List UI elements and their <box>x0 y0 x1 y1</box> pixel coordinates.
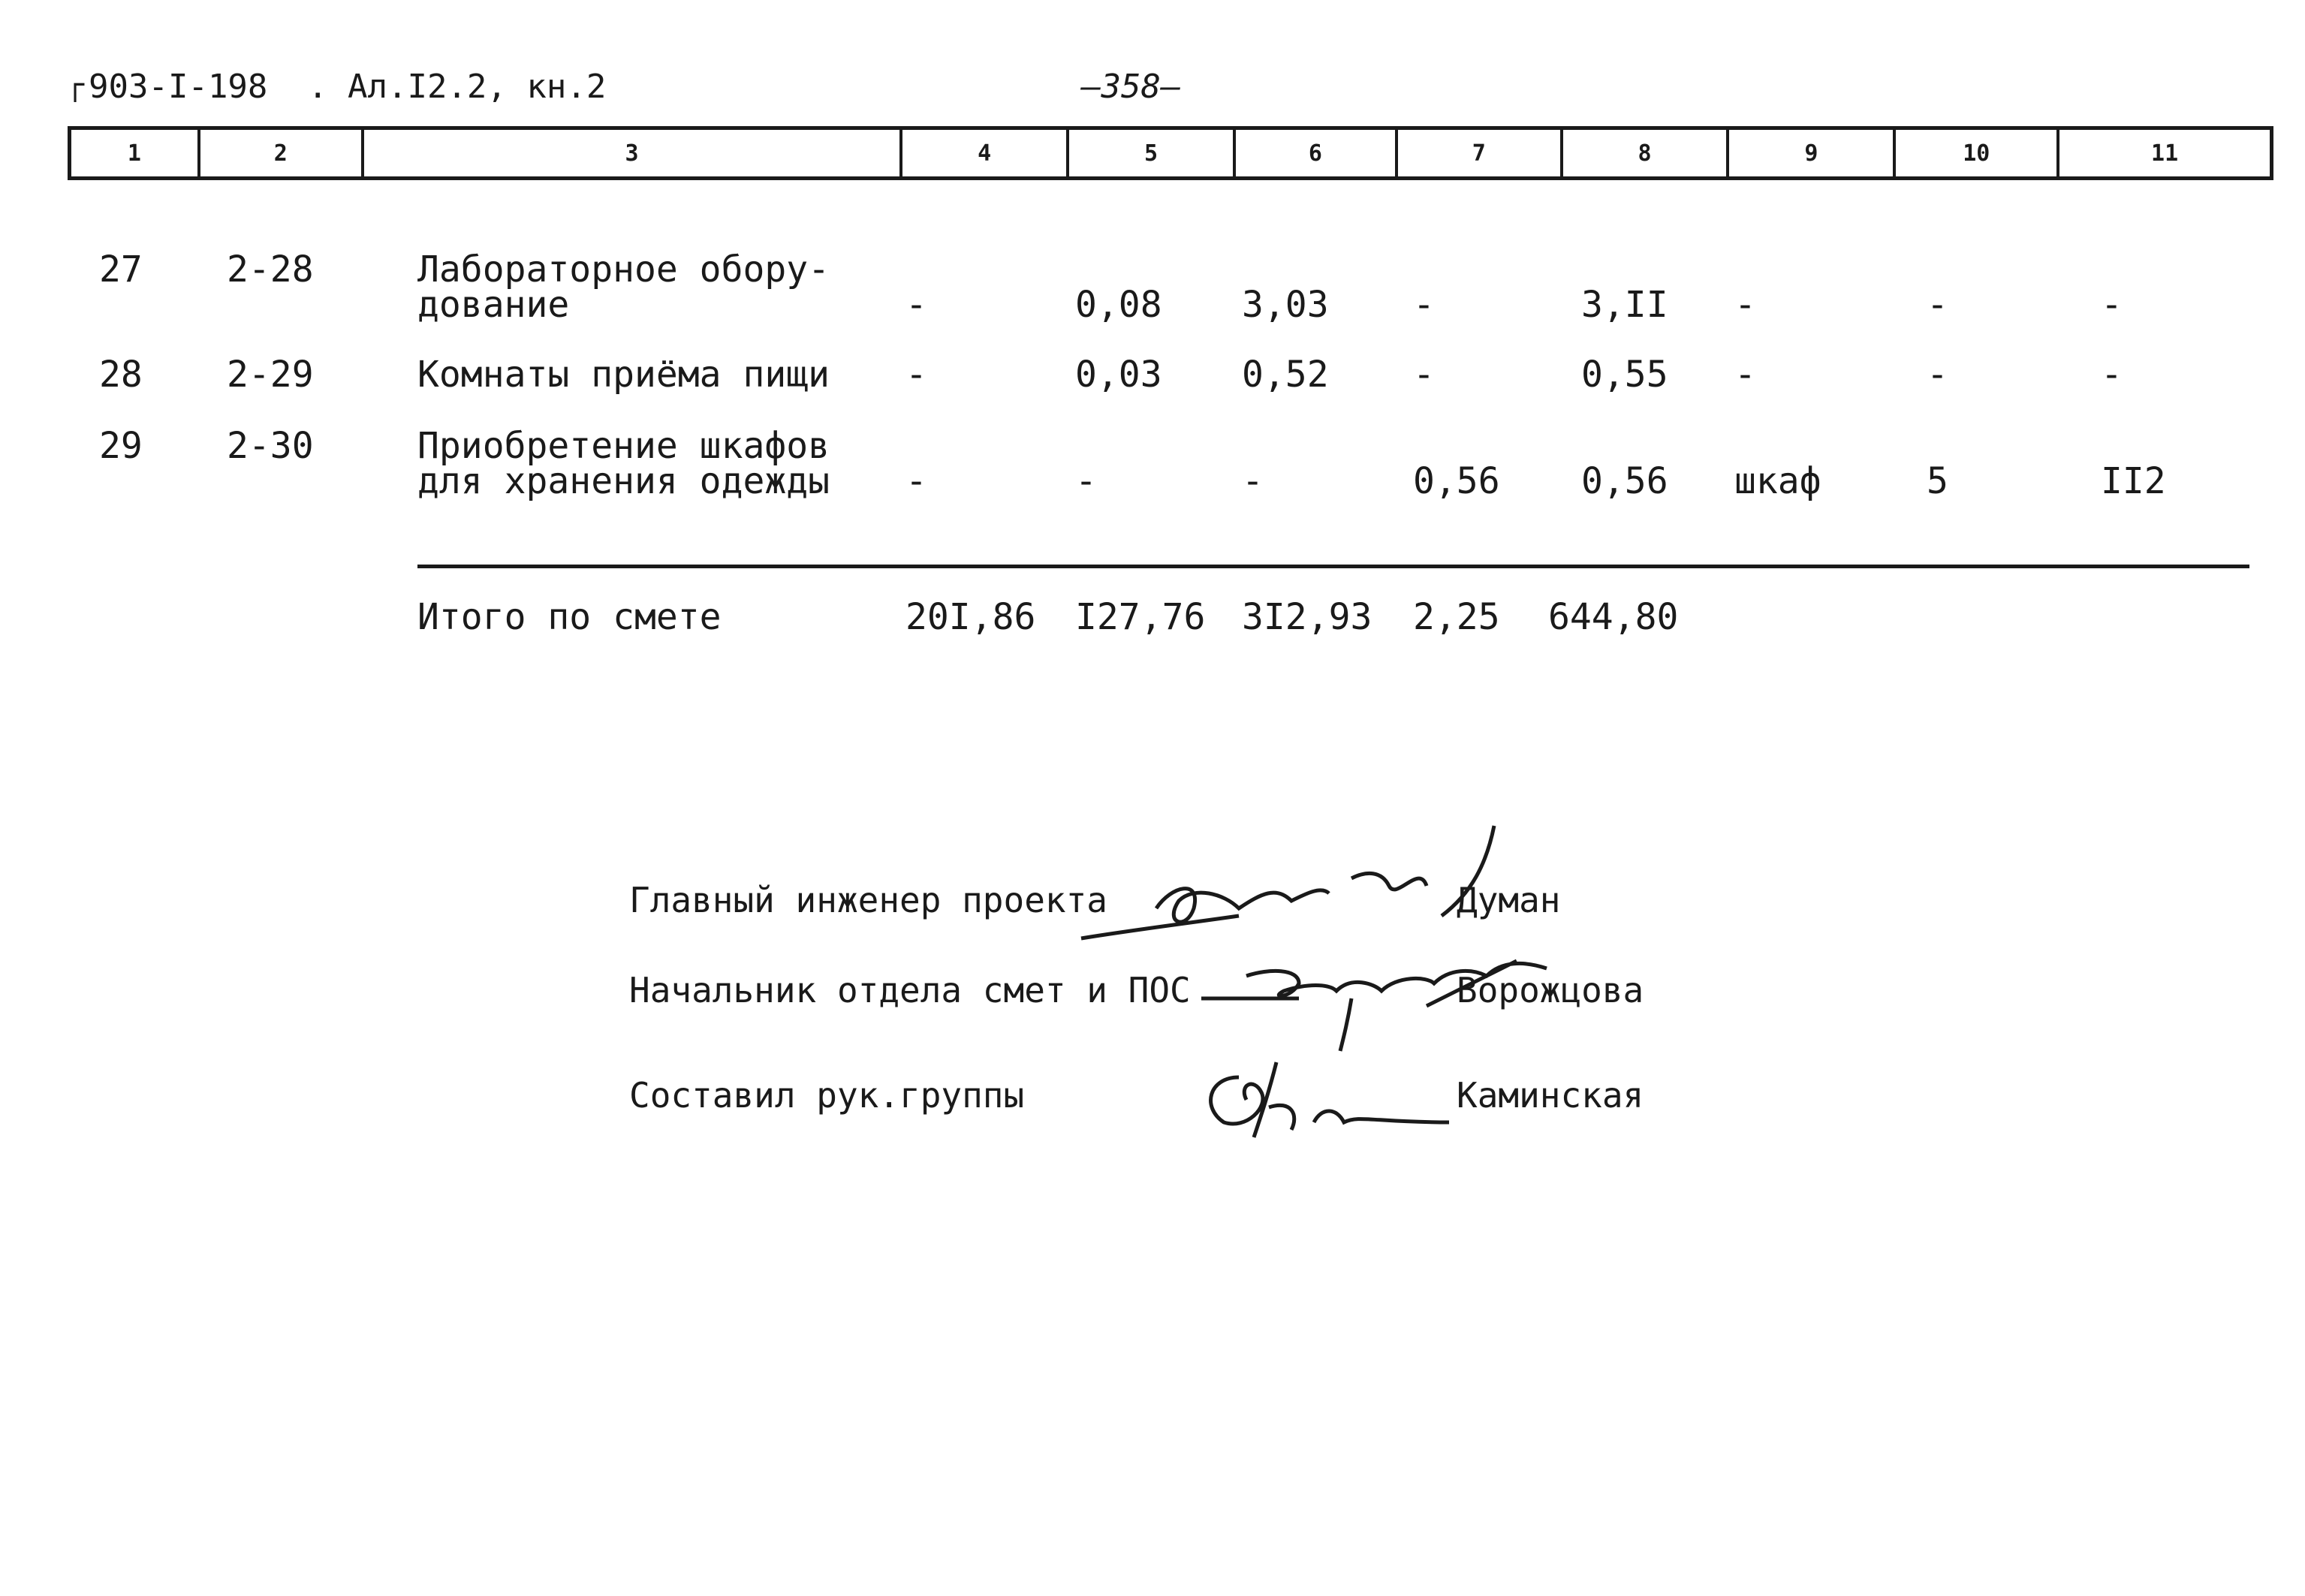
row-name-line1: Приобретение шкафов <box>417 425 830 467</box>
row-code: 2-30 <box>227 425 314 467</box>
column-number: 9 <box>1729 130 1896 176</box>
total-label: Итого по смете <box>417 596 722 638</box>
cell-col5: - <box>1075 460 1097 502</box>
cell-col9: - <box>1734 354 1756 396</box>
row-number: 29 <box>99 425 143 467</box>
cell-col11: II2 <box>2101 460 2166 502</box>
signatory-name: Думан <box>1457 880 1561 920</box>
cell-col11: - <box>2101 354 2123 396</box>
cell-col6: - <box>1242 460 1264 502</box>
handwritten-signature <box>1066 818 1517 953</box>
row-number: 27 <box>99 248 143 291</box>
column-number: 4 <box>902 130 1069 176</box>
corner-mark: ┌ <box>66 68 85 102</box>
signatory-role: Главный инженер проекта <box>629 880 1107 920</box>
cell-col6: 0,52 <box>1242 354 1329 396</box>
cell-col11: - <box>2101 284 2123 326</box>
cell-col5: 0,08 <box>1075 284 1162 326</box>
row-name-line1: Лабораторное обору- <box>417 248 830 291</box>
total-col6: 3I2,93 <box>1242 596 1372 638</box>
handwritten-signature <box>1194 1047 1464 1145</box>
row-number: 28 <box>99 354 143 396</box>
document-code: 903-I-198 <box>89 68 268 106</box>
album-reference: . Ал.I2.2, кн.2 <box>308 68 607 106</box>
column-number: 3 <box>364 130 903 176</box>
cell-col4: - <box>905 284 927 326</box>
total-col4: 20I,86 <box>905 596 1036 638</box>
page-number: —358— <box>1081 68 1181 106</box>
cell-col9: шкаф <box>1734 460 1821 502</box>
column-number: 5 <box>1069 130 1236 176</box>
cell-col7: - <box>1413 284 1435 326</box>
row-name-line1: Комнаты приёма пищи <box>417 354 830 396</box>
handwritten-signature <box>1201 946 1592 1058</box>
column-number: 7 <box>1398 130 1563 176</box>
cell-col6: 3,03 <box>1242 284 1329 326</box>
signatory-name: Ворожцова <box>1457 970 1644 1010</box>
row-name-line2: дование <box>417 284 570 326</box>
signatory-name: Каминская <box>1457 1075 1644 1116</box>
column-number: 6 <box>1236 130 1398 176</box>
row-code: 2-29 <box>227 354 314 396</box>
cell-col10: - <box>1927 354 1948 396</box>
cell-col8: 0,55 <box>1581 354 1668 396</box>
row-name-line2: для хранения одежды <box>417 460 830 502</box>
total-col5: I27,76 <box>1075 596 1206 638</box>
cell-col4: - <box>905 354 927 396</box>
column-number-header <box>68 126 2273 180</box>
row-code: 2-28 <box>227 248 314 291</box>
cell-col8: 0,56 <box>1581 460 1668 502</box>
cell-col7: - <box>1413 354 1435 396</box>
signatory-role: Составил рук.группы <box>629 1075 1025 1116</box>
column-number: 1 <box>71 130 200 176</box>
column-number: 2 <box>200 130 364 176</box>
column-number: 10 <box>1896 130 2059 176</box>
total-col7: 2,25 <box>1413 596 1500 638</box>
total-col8: 644,80 <box>1548 596 1679 638</box>
cell-col8: 3,II <box>1581 284 1668 326</box>
cell-col7: 0,56 <box>1413 460 1500 502</box>
column-number: 8 <box>1563 130 1730 176</box>
column-number: 11 <box>2151 140 2179 167</box>
signatory-role: Начальник отдела смет и ПОС <box>629 970 1191 1010</box>
total-divider <box>417 565 2249 568</box>
cell-col10: - <box>1927 284 1948 326</box>
cell-col5: 0,03 <box>1075 354 1162 396</box>
cell-col4: - <box>905 460 927 502</box>
cell-col10: 5 <box>1927 460 1948 502</box>
cell-col9: - <box>1734 284 1756 326</box>
